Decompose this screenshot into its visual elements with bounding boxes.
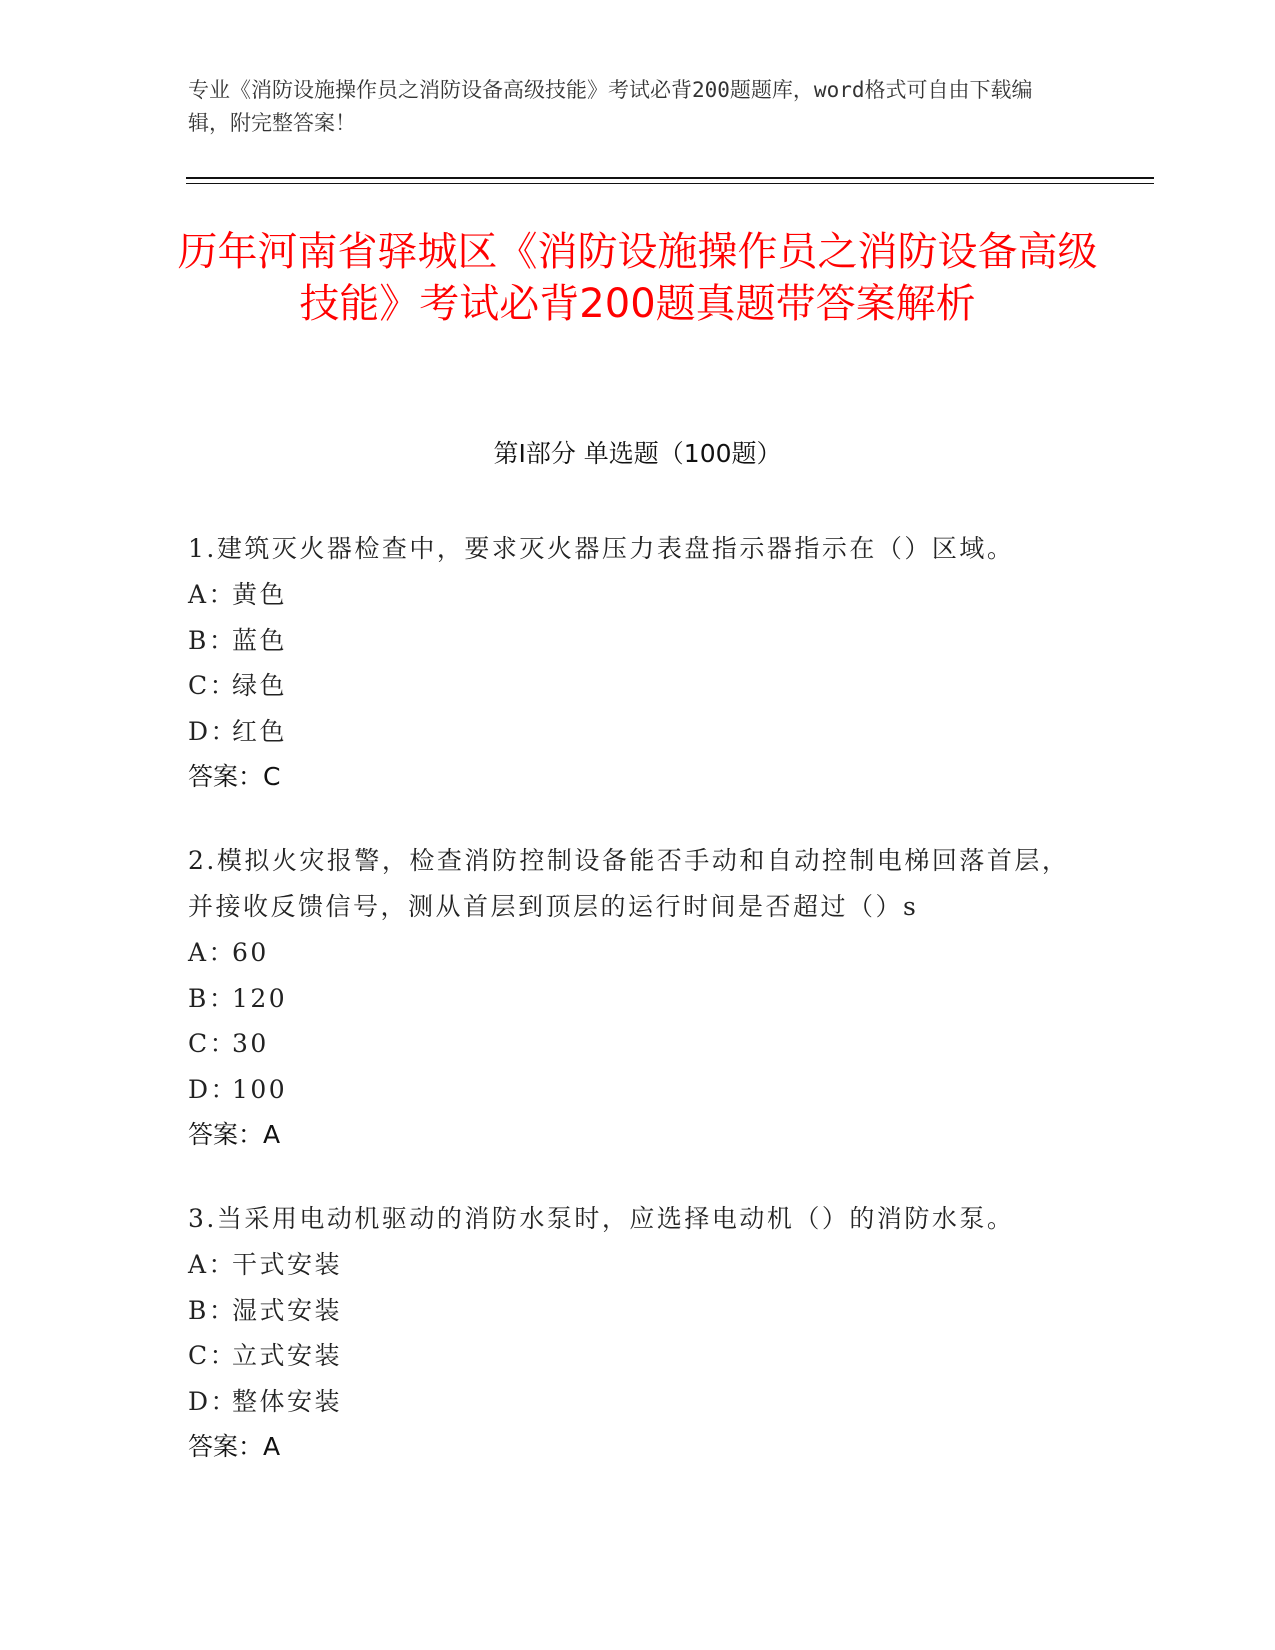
option-text: 黄色 [232,580,288,609]
answer-value: C [263,762,281,791]
option-text: 绿色 [232,671,288,700]
option-text: 红色 [232,716,288,746]
option-a [188,572,1078,618]
question-3 [188,1196,1078,1470]
answer-prefix: 答案： [188,1432,264,1461]
option-text: 立式安装 [232,1341,343,1370]
option-letter: C： [188,1029,238,1058]
option-text: 干式安装 [232,1250,343,1279]
option-a [188,930,1078,976]
question-stem: 2.模拟火灾报警，检查消防控制设备能否手动和自动控制电梯回落首层，并接收反馈信号，测从首层到顶层的运行时间是否超过（）s [188,846,1070,921]
option-text: 120 [232,983,288,1013]
option-d [188,709,1078,755]
option-c [188,663,1078,709]
header-rule-thin [186,183,1154,184]
answer-line [188,1424,1078,1470]
option-b [188,976,1078,1022]
option-letter: B： [188,1295,237,1325]
answer-prefix: 答案： [188,762,264,791]
header-note: 专业《消防设施操作员之消防设备高级技能》考试必背200题题库，word格式可自由下载编辑，附完整答案！ [188,78,1033,135]
section-title: 第Ⅰ部分 单选题（100题） [493,439,782,468]
answer-value: A [263,1120,281,1149]
option-letter: B： [188,625,237,655]
option-text: 60 [232,938,269,967]
option-letter: D： [188,1386,239,1416]
document-title: 历年河南省驿城区《消防设施操作员之消防设备高级技能》考试必背200题真题带答案解析 [177,229,1098,327]
answer-value: A [263,1432,281,1461]
option-text: 蓝色 [232,625,288,655]
option-text: 30 [232,1029,269,1058]
option-text: 整体安装 [232,1386,343,1416]
question-stem: 1.建筑灭火器检查中，要求灭火器压力表盘指示器指示在（）区域。 [188,534,1015,563]
option-b [188,618,1078,664]
option-d [188,1067,1078,1113]
option-letter: D： [188,1074,239,1104]
question-list [188,526,1078,1508]
question-stem: 3.当采用电动机驱动的消防水泵时，应选择电动机（）的消防水泵。 [188,1204,1015,1233]
option-letter: C： [188,1341,238,1370]
option-text: 100 [232,1074,288,1104]
answer-line [188,1112,1078,1158]
option-c [188,1021,1078,1067]
answer-line [188,754,1078,800]
answer-prefix: 答案： [188,1120,264,1149]
header-rule-thick [186,177,1154,179]
option-letter: A： [188,580,237,609]
option-letter: C： [188,671,238,700]
option-c [188,1333,1078,1379]
option-letter: A： [188,1250,237,1279]
option-letter: B： [188,983,237,1013]
option-text: 湿式安装 [232,1295,343,1325]
question-1 [188,526,1078,800]
option-d [188,1379,1078,1425]
option-b [188,1288,1078,1334]
question-2 [188,838,1078,1158]
option-letter: D： [188,716,239,746]
option-letter: A： [188,938,237,967]
option-a [188,1242,1078,1288]
